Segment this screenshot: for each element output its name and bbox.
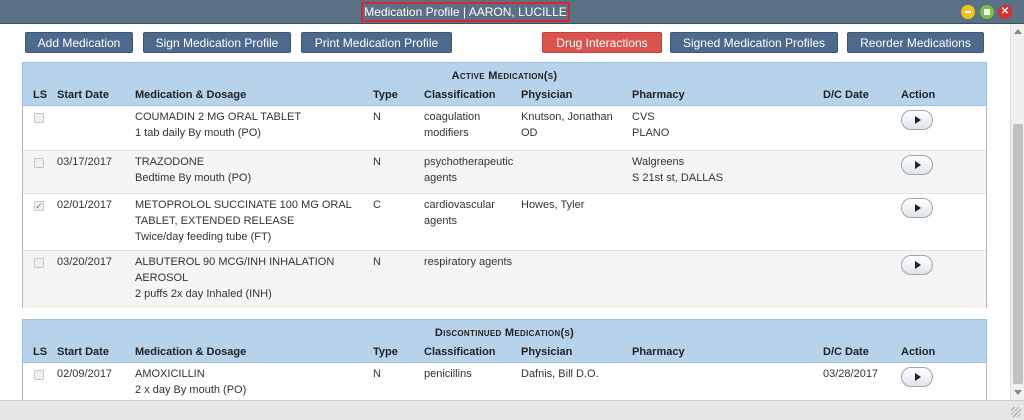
col-pharmacy: Pharmacy: [632, 346, 685, 358]
discontinued-medications-list: [22, 363, 987, 400]
col-type: Type: [373, 346, 398, 358]
classification-line2: agents: [424, 215, 458, 227]
medication-name: TRAZODONE: [135, 156, 205, 168]
medication-name: METOPROLOL SUCCINATE 100 MG ORAL: [135, 199, 352, 211]
medication-dosage: Bedtime By mouth (PO): [135, 172, 252, 184]
ls-checkbox[interactable]: [34, 258, 44, 268]
start-date: 02/09/2017: [57, 368, 113, 380]
ls-checkbox[interactable]: [34, 158, 44, 168]
col-classification: Classification: [424, 89, 496, 101]
table-row: [23, 193, 986, 250]
start-date: 03/17/2017: [57, 156, 113, 168]
col-start-date: Start Date: [57, 346, 109, 358]
close-icon[interactable]: ✕: [998, 5, 1012, 19]
pharmacy-line2: PLANO: [632, 127, 670, 139]
type: N: [373, 368, 381, 380]
medication-name: COUMADIN 2 MG ORAL TABLET: [135, 111, 302, 123]
medication-dosage: Twice/day feeding tube (FT): [135, 231, 272, 243]
active-medications-list: [22, 106, 987, 308]
add-medication-button[interactable]: Add Medication: [25, 32, 133, 53]
col-pharmacy: Pharmacy: [632, 89, 685, 101]
sign-medication-profile-button[interactable]: Sign Medication Profile: [143, 32, 291, 53]
drug-interactions-button[interactable]: Drug Interactions: [542, 32, 662, 53]
play-icon[interactable]: [901, 155, 933, 175]
start-date: 03/20/2017: [57, 256, 113, 268]
vertical-scrollbar[interactable]: [1010, 24, 1024, 400]
medication-dosage: 1 tab daily By mouth (PO): [135, 127, 261, 139]
active-medications-title: Active Medication(s): [451, 70, 558, 82]
ls-checkbox-checked[interactable]: ✓: [35, 201, 43, 211]
physician: Dafnis, Bill D.O.: [521, 368, 599, 380]
table-row: [23, 106, 986, 150]
play-icon[interactable]: [901, 367, 933, 387]
play-icon[interactable]: [901, 255, 933, 275]
medication-name: ALBUTEROL 90 MCG/INH INHALATION: [135, 256, 335, 268]
type: N: [373, 111, 381, 123]
scroll-down-icon[interactable]: [1014, 390, 1022, 395]
dc-date: 03/28/2017: [823, 368, 879, 380]
discontinued-medications-header: [22, 319, 987, 363]
physician-line2: OD: [521, 127, 538, 139]
window-titlebar: [0, 0, 1024, 24]
col-medication: Medication & Dosage: [135, 89, 247, 101]
col-start-date: Start Date: [57, 89, 109, 101]
classification: penicillins: [424, 368, 472, 380]
col-dc-date: D/C Date: [823, 89, 869, 101]
col-classification: Classification: [424, 346, 496, 358]
pharmacy: Walgreens: [632, 156, 685, 168]
ls-checkbox[interactable]: [34, 370, 44, 380]
medication-name-line2: TABLET, EXTENDED RELEASE: [135, 215, 295, 227]
classification-line2: agents: [424, 172, 458, 184]
medication-dosage: 2 puffs 2x day Inhaled (INH): [135, 288, 272, 300]
medication-dosage: 2 x day By mouth (PO): [135, 384, 247, 396]
col-physician: Physician: [521, 346, 573, 358]
type: N: [373, 256, 381, 268]
scroll-thumb[interactable]: [1013, 124, 1023, 384]
medication-name-line2: AEROSOL: [135, 272, 189, 284]
play-icon[interactable]: [901, 110, 933, 130]
status-bar: [0, 400, 1024, 420]
active-medications-panel: [22, 62, 987, 308]
col-physician: Physician: [521, 89, 573, 101]
signed-medication-profiles-button[interactable]: Signed Medication Profiles: [670, 32, 838, 53]
classification: coagulation: [424, 111, 481, 123]
discontinued-medications-panel: [22, 319, 987, 400]
maximize-icon[interactable]: [980, 5, 994, 19]
physician: Knutson, Jonathan: [521, 111, 613, 123]
classification-line2: modifiers: [424, 127, 469, 139]
pharmacy-line2: S 21st st, DALLAS: [632, 172, 724, 184]
physician: Howes, Tyler: [521, 199, 585, 211]
classification: psychotherapeutic: [424, 156, 514, 168]
table-row: [23, 250, 986, 308]
window-title: Medication Profile | AARON, LUCILLE: [361, 2, 570, 22]
col-type: Type: [373, 89, 398, 101]
table-row: [23, 363, 986, 400]
print-medication-profile-button[interactable]: Print Medication Profile: [301, 32, 452, 53]
col-ls: LS: [33, 89, 48, 101]
table-row: [23, 150, 986, 193]
classification: respiratory agents: [424, 256, 513, 268]
minimize-icon[interactable]: [961, 5, 975, 19]
reorder-medications-button[interactable]: Reorder Medications: [847, 32, 984, 53]
resize-grip-icon[interactable]: [1011, 407, 1021, 417]
medication-content: [0, 58, 1010, 400]
type: N: [373, 156, 381, 168]
medication-name: AMOXICILLIN: [135, 368, 205, 380]
scroll-up-icon[interactable]: [1014, 29, 1022, 34]
classification: cardiovascular: [424, 199, 495, 211]
ls-checkbox[interactable]: [34, 113, 44, 123]
active-medications-header: [22, 62, 987, 106]
type: C: [373, 199, 381, 211]
discontinued-medications-title: Discontinued Medication(s): [434, 327, 575, 339]
col-ls: LS: [33, 346, 48, 358]
col-action: Action: [901, 89, 936, 101]
start-date: 02/01/2017: [57, 199, 113, 211]
play-icon[interactable]: [901, 198, 933, 218]
pharmacy: CVS: [632, 111, 655, 123]
col-dc-date: D/C Date: [823, 346, 869, 358]
col-action: Action: [901, 346, 936, 358]
col-medication: Medication & Dosage: [135, 346, 247, 358]
